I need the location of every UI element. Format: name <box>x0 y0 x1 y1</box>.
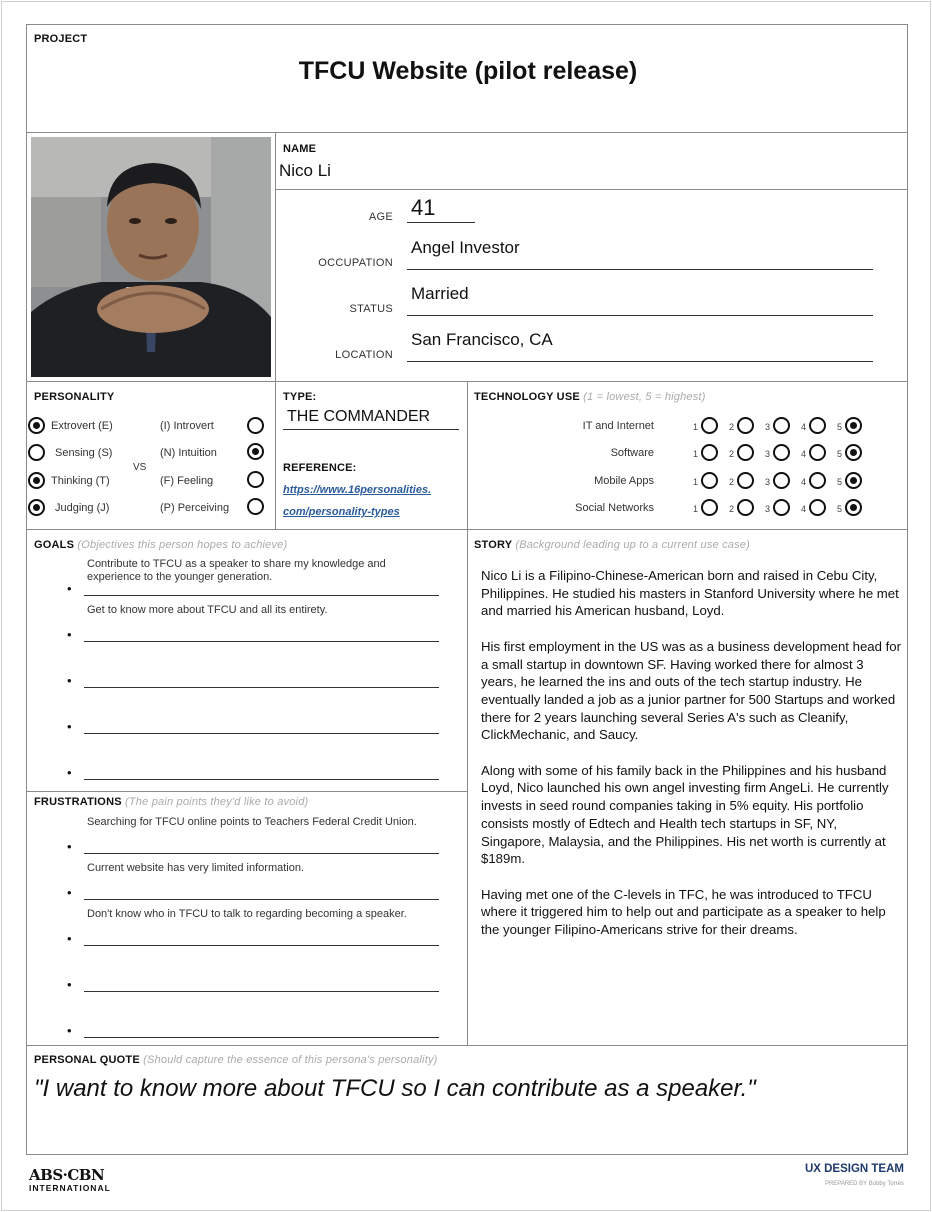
thinking-radio[interactable] <box>28 472 45 489</box>
age-value: 41 <box>411 195 436 220</box>
tech-scale-number: 3 <box>765 422 771 432</box>
tech-rating-radio[interactable] <box>845 417 862 434</box>
intuition-radio[interactable] <box>247 443 264 460</box>
tech-scale-number: 5 <box>837 422 843 432</box>
goals-hint: (Objectives this person hopes to achieve) <box>77 539 288 551</box>
tech-scale-number: 4 <box>801 449 807 459</box>
tech-rating-radio[interactable] <box>737 499 754 516</box>
tech-rating-radio[interactable] <box>845 444 862 461</box>
extrovert-label: Extrovert (E) <box>51 420 113 432</box>
tech-rating-radio[interactable] <box>773 472 790 489</box>
tech-scale-number: 1 <box>693 449 699 459</box>
divider <box>275 189 907 190</box>
quote-label: PERSONAL QUOTE (Should capture the essence of this persona's personality) <box>34 1054 438 1066</box>
tech-scale-number: 3 <box>765 477 771 487</box>
status-value: Married <box>411 284 469 303</box>
tech-scale-number: 1 <box>693 504 699 514</box>
list-item-line[interactable] <box>84 853 439 854</box>
list-item-line[interactable] <box>84 595 439 596</box>
divider <box>27 529 907 530</box>
bullet-icon: • <box>67 627 72 642</box>
tech-rating-radio[interactable] <box>809 472 826 489</box>
bullet-icon: • <box>67 1023 72 1038</box>
tech-row-label: IT and Internet <box>582 420 654 432</box>
list-item-line[interactable] <box>84 1037 439 1038</box>
personality-label: PERSONALITY <box>34 391 115 403</box>
logo-sub-text: INTERNATIONAL <box>29 1183 111 1193</box>
status-underline <box>407 315 873 316</box>
tech-scale-number: 4 <box>801 504 807 514</box>
bullet-icon: • <box>67 839 72 854</box>
bullet-icon: • <box>67 581 72 596</box>
list-item-line[interactable] <box>84 945 439 946</box>
tech-rating-radio[interactable] <box>809 444 826 461</box>
tech-rating-radio[interactable] <box>773 417 790 434</box>
tech-rating-radio[interactable] <box>737 472 754 489</box>
portrait-image <box>31 137 271 377</box>
introvert-label: (I) Introvert <box>160 420 214 432</box>
name-label: NAME <box>283 143 317 155</box>
list-item-line[interactable] <box>84 779 439 780</box>
tech-row-label: Social Networks <box>575 502 654 514</box>
company-logo <box>29 1166 111 1193</box>
story-paragraph: Having met one of the C-levels in TFC, he was introduced to TFCU where it triggered him to help out and participate as a speaker to help the younger Filipino-Americans strive for their dreams. <box>481 886 886 938</box>
tech-scale-number: 1 <box>693 422 699 432</box>
list-item-text: Contribute to TFCU as a speaker to share my knowledge and experience to the younger generation. <box>87 558 386 583</box>
tech-rating-radio[interactable] <box>773 444 790 461</box>
age-label: AGE <box>368 211 393 223</box>
story-label: STORY (Background leading up to a current use case) <box>474 539 750 551</box>
technology-hint: (1 = lowest, 5 = highest) <box>583 391 706 403</box>
tech-rating-radio[interactable] <box>773 499 790 516</box>
list-item-text: Don't know who in TFCU to talk to regarding becoming a speaker. <box>87 908 407 920</box>
bullet-icon: • <box>67 885 72 900</box>
tech-rating-radio[interactable] <box>809 499 826 516</box>
tech-rating-radio[interactable] <box>809 417 826 434</box>
divider <box>275 381 276 529</box>
story-hint: (Background leading up to a current use case) <box>515 539 750 551</box>
team-name: UX DESIGN TEAM <box>804 1163 904 1175</box>
tech-scale-number: 1 <box>693 477 699 487</box>
tech-rating-radio[interactable] <box>701 472 718 489</box>
status-label: STATUS <box>349 303 393 315</box>
tech-scale-number: 3 <box>765 449 771 459</box>
tech-rating-radio[interactable] <box>845 499 862 516</box>
location-value: San Francisco, CA <box>411 330 553 349</box>
divider <box>467 381 468 1046</box>
list-item-line[interactable] <box>84 687 439 688</box>
tech-scale-number: 2 <box>729 449 735 459</box>
bullet-icon: • <box>67 719 72 734</box>
tech-scale-number: 5 <box>837 477 843 487</box>
tech-scale-number: 4 <box>801 422 807 432</box>
feeling-label: (F) Feeling <box>160 475 214 487</box>
intuition-label: (N) Intuition <box>160 447 217 459</box>
personal-quote: "I want to know more about TFCU so I can contribute as a speaker." <box>34 1075 756 1102</box>
divider <box>27 1045 907 1046</box>
page-frame <box>1 1 931 1211</box>
reference-label: REFERENCE: <box>283 462 357 474</box>
tech-scale-number: 4 <box>801 477 807 487</box>
tech-scale-number: 3 <box>765 504 771 514</box>
type-underline <box>283 429 459 430</box>
location-underline <box>407 361 873 362</box>
tech-scale-number: 2 <box>729 422 735 432</box>
goals-label: GOALS (Objectives this person hopes to achieve) <box>34 539 288 551</box>
technology-label: TECHNOLOGY USE (1 = lowest, 5 = highest) <box>474 391 706 403</box>
persona-name: Nico Li <box>279 161 331 180</box>
bullet-icon: • <box>67 977 72 992</box>
type-label: TYPE: <box>283 391 317 403</box>
versus-label: VS <box>133 462 147 473</box>
tech-rating-radio[interactable] <box>701 444 718 461</box>
extrovert-radio[interactable] <box>28 417 45 434</box>
age-underline <box>407 222 475 223</box>
list-item-line[interactable] <box>84 991 439 992</box>
sensing-radio[interactable] <box>28 444 45 461</box>
tech-scale-number: 2 <box>729 477 735 487</box>
reference-link-line1[interactable]: https://www.16personalities. <box>283 484 432 496</box>
occupation-underline <box>407 269 873 270</box>
occupation-value: Angel Investor <box>411 238 520 257</box>
tech-rating-radio[interactable] <box>737 444 754 461</box>
tech-scale-number: 2 <box>729 504 735 514</box>
story-text <box>481 567 901 956</box>
story-paragraph: Nico Li is a Filipino-Chinese-American born and raised in Cebu City, Philippines. He studied his masters in Stanford University where he met and married his American husband, Loyd. <box>481 568 899 619</box>
list-item-text: Current website has very limited information. <box>87 862 305 874</box>
type-value: THE COMMANDER <box>287 408 431 425</box>
perceiving-label: (P) Perceiving <box>160 502 230 514</box>
project-label: PROJECT <box>34 33 88 45</box>
frustrations-label: FRUSTRATIONS (The pain points they'd like to avoid) <box>34 796 309 808</box>
list-item-line[interactable] <box>84 899 439 900</box>
prepared-by: PREPARED BY Bobby Torres <box>824 1181 904 1187</box>
tech-rating-radio[interactable] <box>845 472 862 489</box>
list-item-text: Searching for TFCU online points to Teachers Federal Credit Union. <box>87 816 417 828</box>
location-label: LOCATION <box>335 349 393 361</box>
bullet-icon: • <box>67 673 72 688</box>
frustrations-hint: (The pain points they'd like to avoid) <box>125 796 309 808</box>
sensing-label: Sensing (S) <box>55 447 113 459</box>
bullet-icon: • <box>67 765 72 780</box>
occupation-label: OCCUPATION <box>318 257 393 269</box>
tech-rating-radio[interactable] <box>737 417 754 434</box>
project-title: TFCU Website (pilot release) <box>298 57 638 85</box>
tech-scale-number: 5 <box>837 449 843 459</box>
list-item-text: Get to know more about TFCU and all its entirety. <box>87 604 328 616</box>
divider <box>27 132 907 133</box>
persona-photo <box>31 137 271 377</box>
tech-scale-number: 5 <box>837 504 843 514</box>
judging-label: Judging (J) <box>55 502 110 514</box>
divider <box>27 791 467 792</box>
bullet-icon: • <box>67 931 72 946</box>
feeling-radio[interactable] <box>247 471 264 488</box>
thinking-label: Thinking (T) <box>51 475 110 487</box>
story-paragraph: His first employment in the US was as a business development head for a small startup in downtown SF. Having worked there for almost 3 years, he learned the ins and outs of the tech startup industry. He eventually landed a job as a junior partner for 500 Startups and worked there for 2 years launching several Series A's such as Cleanify, ClickMechanic, and Saucy. <box>481 638 902 743</box>
introvert-radio[interactable] <box>247 417 264 434</box>
logo-main-text: ABS·CBN <box>29 1166 105 1184</box>
judging-radio[interactable] <box>28 499 45 516</box>
tech-row-label: Mobile Apps <box>594 475 654 487</box>
tech-rating-radio[interactable] <box>701 417 718 434</box>
perceiving-radio[interactable] <box>247 498 264 515</box>
tech-row-label: Software <box>610 447 654 459</box>
quote-hint: (Should capture the essence of this persona's personality) <box>143 1054 438 1066</box>
list-item-line[interactable] <box>84 641 439 642</box>
reference-link-line2[interactable]: com/personality-types <box>283 506 400 518</box>
tech-rating-radio[interactable] <box>701 499 718 516</box>
list-item-line[interactable] <box>84 733 439 734</box>
persona-card <box>26 24 908 1155</box>
story-paragraph: Along with some of his family back in the Philippines and his husband Loyd, Nico launched his own angel investing firm AngeLi. He currently invests in seed round companies taking in 5% equity. His portfolio consists mostly of Edtech and Health tech startups in SF, NY, Singapore, Malaysia, and the Philippines. His net worth is currently at $189m. <box>481 762 889 867</box>
